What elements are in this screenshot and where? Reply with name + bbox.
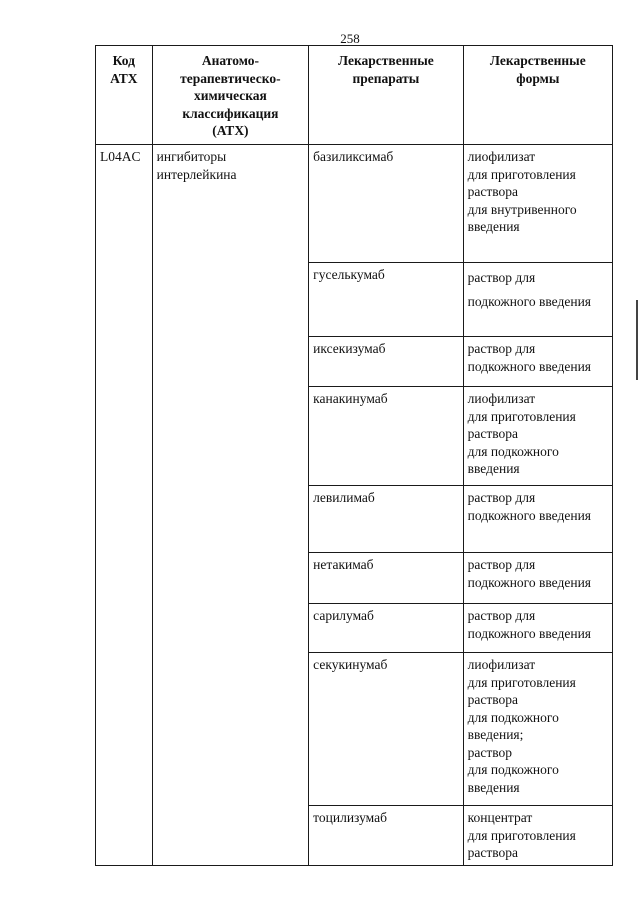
drug-form: лиофилизат для приготовления раствора для подкожного введения (463, 387, 612, 486)
drug-form: концентрат для приготовления раствора (463, 806, 612, 866)
drug-form: раствор для подкожного введения (463, 553, 612, 604)
drug-name: нетакимаб (309, 553, 463, 604)
drug-form: раствор для подкожного введения (463, 486, 612, 553)
header-classification: Анатомо- терапевтическо- химическая классификация (АТХ) (152, 46, 309, 145)
drug-name: сарилумаб (309, 604, 463, 653)
drug-form: лиофилизат для приготовления раствора для подкожного введения; раствор для подкожного введения (463, 653, 612, 806)
drug-name: базиликсимаб (309, 145, 463, 263)
drug-form: лиофилизат для приготовления раствора для внутривенного введения (463, 145, 612, 263)
header-code: Код АТХ (96, 46, 153, 145)
group-code: L04AC (96, 145, 153, 866)
drug-form: раствор для подкожного введения (463, 604, 612, 653)
drug-name: секукинумаб (309, 653, 463, 806)
drug-form: раствор для подкожного введения (463, 337, 612, 387)
drug-name: гуселькумаб (309, 263, 463, 337)
drug-name: левилимаб (309, 486, 463, 553)
table-row (96, 145, 613, 263)
table-header-row (96, 46, 613, 145)
drug-name: тоцилизумаб (309, 806, 463, 866)
drug-name: канакинумаб (309, 387, 463, 486)
header-forms: Лекарственные формы (463, 46, 612, 145)
group-name: ингибиторы интерлейкина (152, 145, 309, 866)
drug-name: иксекизумаб (309, 337, 463, 387)
scan-edge-mark (636, 300, 638, 380)
drug-table (95, 45, 613, 866)
drug-form: раствор для подкожного введения (463, 263, 612, 337)
header-drugs: Лекарственные препараты (309, 46, 463, 145)
page-number: 258 (340, 31, 360, 46)
